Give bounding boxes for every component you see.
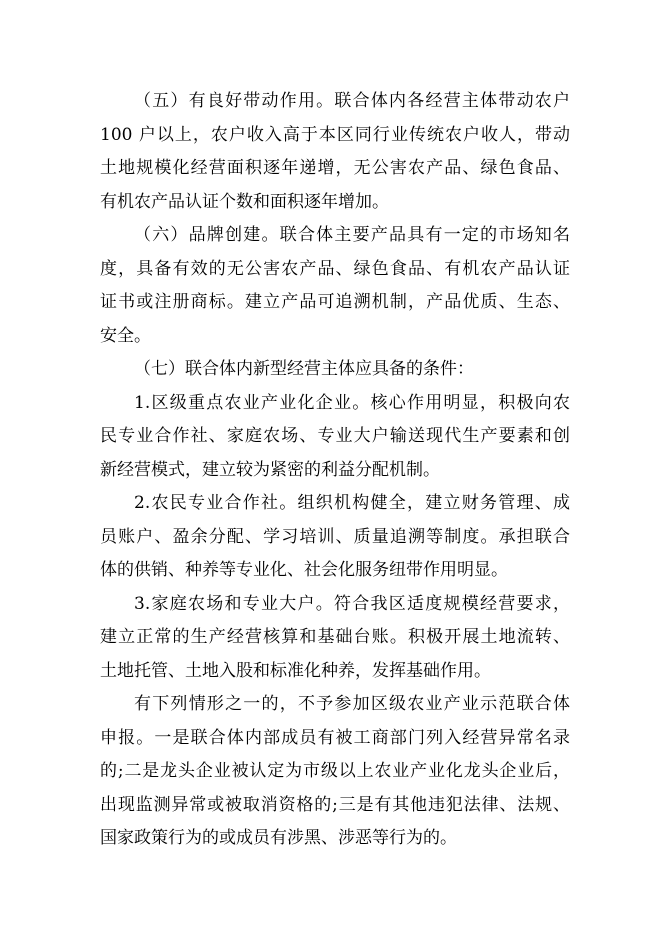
paragraph-line: 土地规模化经营面积逐年递增，无公害农产品、绿色食品、	[100, 158, 570, 178]
paragraph-line: （七）联合体内新型经营主体应具备的条件：	[134, 359, 474, 379]
paragraph-line: 证书或注册商标。建立产品可追溯机制，产品优质、生态、	[100, 292, 570, 312]
paragraph-line: 民专业合作社、家庭农场、专业大户输送现代生产要素和创	[100, 426, 570, 446]
paragraph-line: 安全。	[100, 325, 151, 346]
paragraph-line: 出现监测异常或被取消资格的;三是有其他违犯法律、法规、	[100, 794, 570, 815]
paragraph-line: 员账户、盈余分配、学习培训、质量追溯等制度。承担联合	[100, 526, 570, 547]
paragraph-line: 新经营模式，建立较为紧密的利益分配机制。	[100, 459, 440, 480]
paragraph-line: 有机农产品认证个数和面积逐年增加。	[100, 191, 389, 212]
document-body	[100, 85, 570, 856]
paragraph-line: 体的供销、种养等专业化、社会化服务纽带作用明显。	[100, 560, 508, 580]
list-item-3	[100, 588, 570, 689]
paragraph-line: 国家政策行为的或成员有涉黑、涉恶等行为的。	[100, 828, 457, 848]
paragraph-line: 有下列情形之一的，不予参加区级农业产业示范联合体	[134, 694, 570, 714]
paragraph-line: 的;二是龙头企业被认定为市级以上农业产业化龙头企业后，	[100, 761, 570, 781]
paragraph-line: 土地托管、土地入股和标准化种养，发挥基础作用。	[100, 660, 491, 681]
paragraph-line: 3.家庭农场和专业大户。符合我区适度规模经营要求，	[134, 593, 570, 614]
paragraph-line: 建立正常的生产经营核算和基础台账。积极开展土地流转、	[100, 627, 570, 647]
list-item-1	[100, 387, 570, 488]
paragraph-line: 100 户以上，农户收入高于本区同行业传统农户收人，带动	[100, 124, 570, 145]
paragraph-line: （五）有良好带动作用。联合体内各经营主体带动农户	[134, 91, 570, 111]
paragraph-exclusions	[100, 688, 570, 856]
list-item-2	[100, 487, 570, 588]
paragraph-5	[100, 85, 570, 219]
paragraph-line: 申报。一是联合体内部成员有被工商部门列入经营异常名录	[100, 727, 570, 748]
paragraph-6	[100, 219, 570, 353]
paragraph-line: （六）品牌创建。联合体主要产品具有一定的市场知名	[134, 225, 570, 245]
paragraph-line: 2.农民专业合作社。组织机构健全，建立财务管理、成	[134, 493, 570, 513]
paragraph-line: 度，具备有效的无公害农产品、绿色食品、有机农产品认证	[100, 258, 570, 279]
paragraph-line: 1.区级重点农业产业化企业。核心作用明显，积极向农	[134, 392, 570, 413]
paragraph-7	[100, 353, 570, 387]
